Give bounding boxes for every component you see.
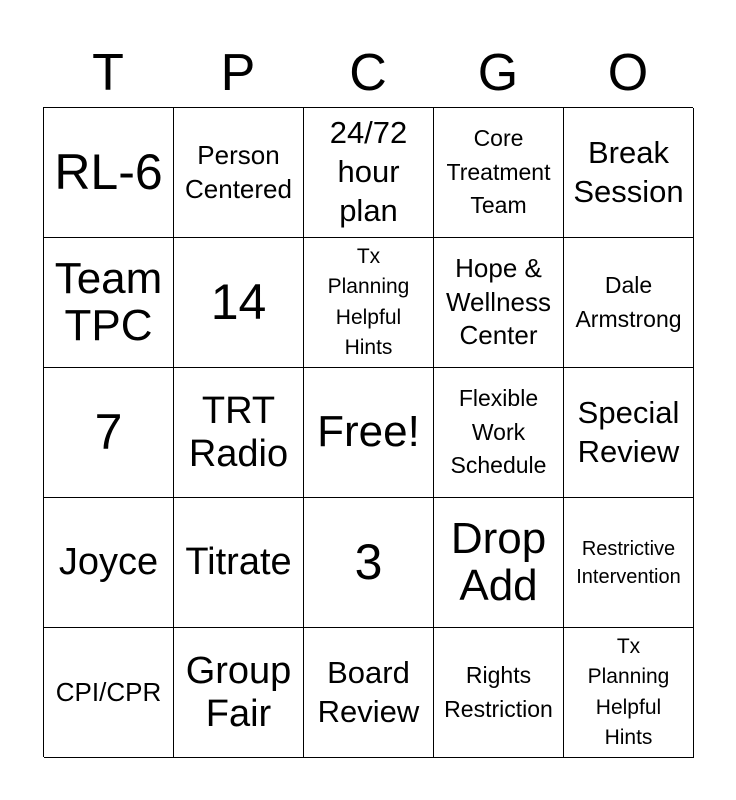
bingo-cell[interactable]: Dale Armstrong <box>564 238 694 368</box>
bingo-cell[interactable]: Group Fair <box>174 628 304 758</box>
bingo-cell[interactable]: 7 <box>44 368 174 498</box>
bingo-cell[interactable]: Person Centered <box>174 108 304 238</box>
bingo-cell[interactable]: TRT Radio <box>174 368 304 498</box>
header-letter-g: G <box>477 44 519 102</box>
bingo-cell[interactable]: Board Review <box>304 628 434 758</box>
header-letter-c: C <box>349 44 387 102</box>
bingo-cell[interactable]: Team TPC <box>44 238 174 368</box>
bingo-cell[interactable]: Core Treatment Team <box>434 108 564 238</box>
bingo-header <box>43 40 693 106</box>
bingo-card-grid <box>43 107 693 757</box>
bingo-cell[interactable]: 24/72 hour plan <box>304 108 434 238</box>
bingo-cell[interactable]: Break Session <box>564 108 694 238</box>
header-letter-o: O <box>607 44 649 102</box>
bingo-cell[interactable]: 3 <box>304 498 434 628</box>
bingo-cell[interactable]: Tx Planning Helpful Hints <box>304 238 434 368</box>
bingo-cell[interactable]: Drop Add <box>434 498 564 628</box>
bingo-cell[interactable]: Hope & Wellness Center <box>434 238 564 368</box>
bingo-cell[interactable]: 14 <box>174 238 304 368</box>
bingo-cell[interactable]: Rights Restriction <box>434 628 564 758</box>
header-letter-p: P <box>220 44 256 102</box>
bingo-cell[interactable]: Restrictive Intervention <box>564 498 694 628</box>
bingo-cell[interactable]: Tx Planning Helpful Hints <box>564 628 694 758</box>
bingo-cell[interactable]: Titrate <box>174 498 304 628</box>
bingo-cell[interactable]: CPI/CPR <box>44 628 174 758</box>
bingo-cell-free-space[interactable]: Free! <box>304 368 434 498</box>
header-letter-t: T <box>92 44 124 102</box>
bingo-cell[interactable]: Joyce <box>44 498 174 628</box>
bingo-cell[interactable]: Special Review <box>564 368 694 498</box>
bingo-cell[interactable]: RL-6 <box>44 108 174 238</box>
bingo-cell[interactable]: Flexible Work Schedule <box>434 368 564 498</box>
